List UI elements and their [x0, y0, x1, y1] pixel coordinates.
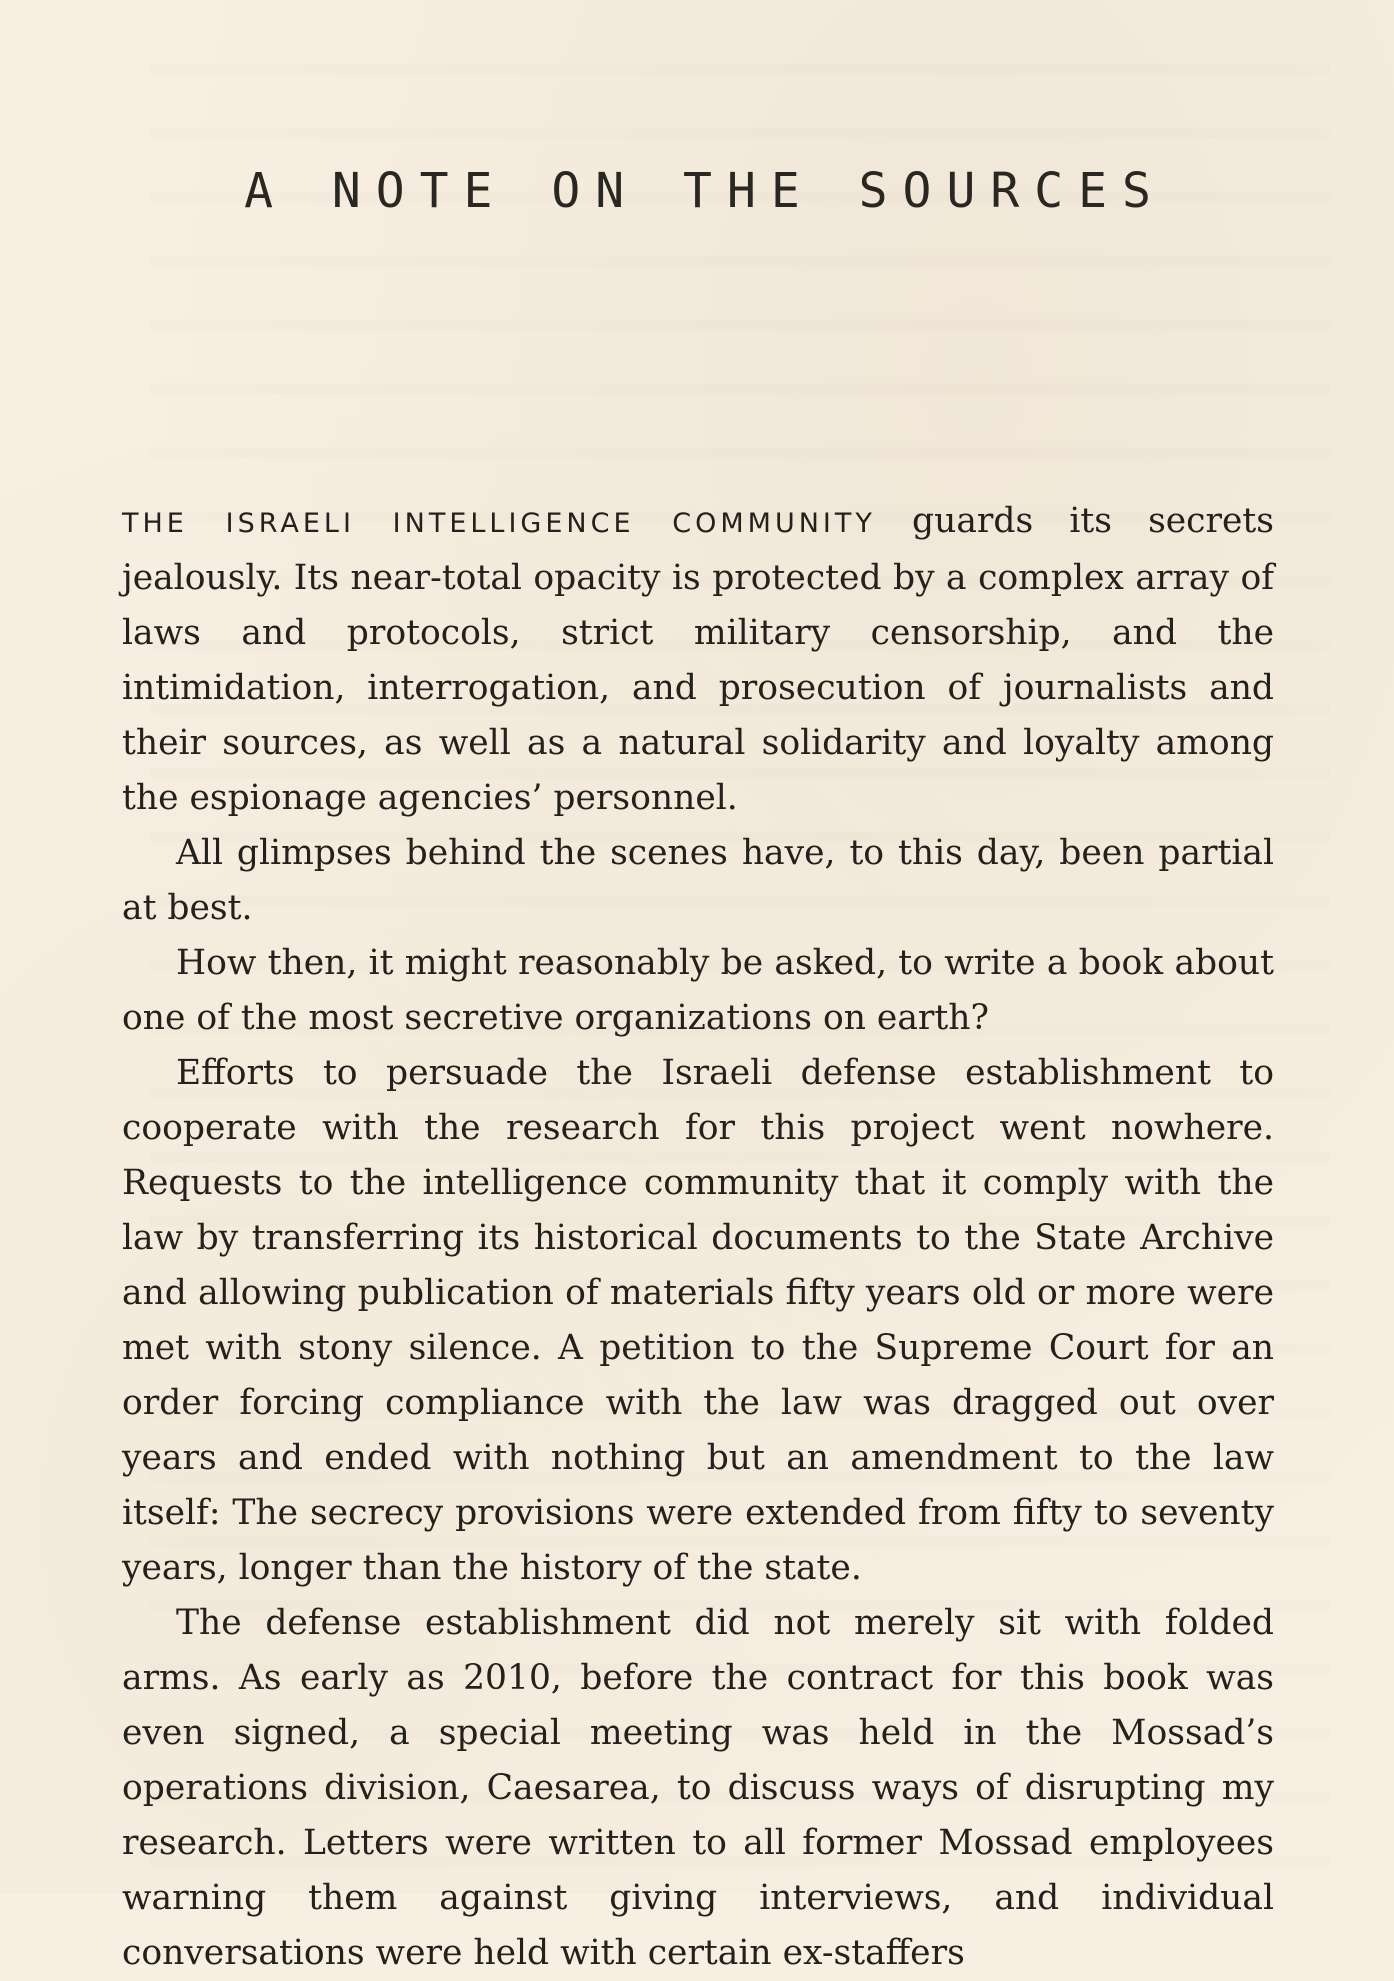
paragraph: All glimpses behind the scenes have, to this day, been partial at best.: [122, 833, 1274, 928]
paragraph-text: guards its secrets jealously. Its near-total opacity is protected by a complex array of laws and protocols, strict military censorship, and the intimidation, interrogation, and prosecution of journalists and their sources, as well as a natural solidarity and loyalty among the espionage agencies’ personnel.: [122, 501, 1274, 818]
paragraph: [122, 494, 1274, 826]
body-text: [122, 494, 1274, 1981]
paragraph: Efforts to persuade the Israeli defense establishment to cooperate with the research for this project went nowhere. Requests to the intelligence community that it comply with the law by transferring its historical documents to the State Archive and allowing publication of materials fifty years old or more were met with stony silence. A petition to the Supreme Court for an order forcing compliance with the law was dragged out over years and ended with nothing but an amendment to the law itself: The secrecy provisions were extended from fifty to seventy years, longer than the history of the state.: [122, 1053, 1274, 1588]
chapter-heading: A NOTE ON THE SOURCES: [244, 163, 1166, 219]
paragraph: The defense establishment did not merely sit with folded arms. As early as 2010, before the contract for this book was even signed, a special meeting was held in the Mossad’s operations division, Caesarea, to discuss ways of disrupting my research. Letters were written to all former Mossad employees warning them against giving interviews, and individual conversations were held with certain ex-staffers: [122, 1603, 1274, 1973]
paragraph-lead-in: THE ISRAELI INTELLIGENCE COMMUNITY: [122, 508, 876, 539]
paragraph: How then, it might reasonably be asked, to write a book about one of the most secretive organizations on earth?: [122, 943, 1274, 1038]
